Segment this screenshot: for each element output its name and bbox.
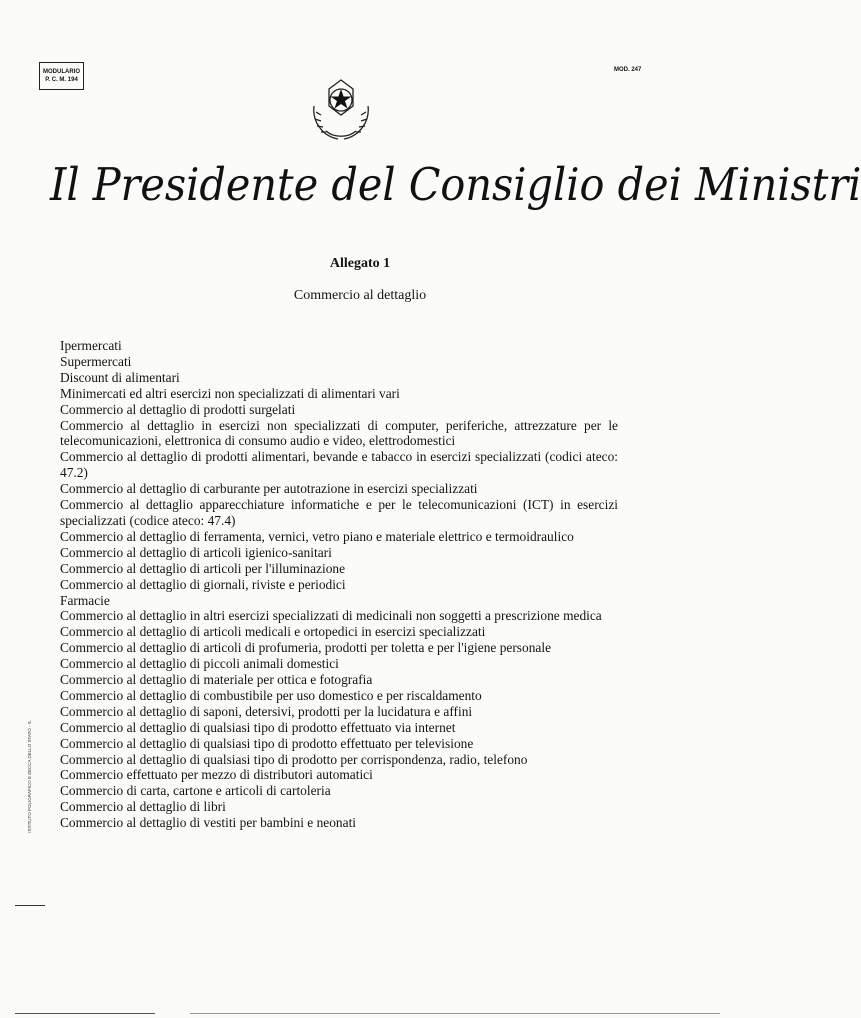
- model-number: MOD. 247: [614, 67, 642, 73]
- list-item: Commercio al dettaglio di piccoli animali domestici: [60, 656, 339, 672]
- italian-republic-emblem-icon: [306, 76, 376, 144]
- list-item: Discount di alimentari: [60, 369, 180, 385]
- list-item: Commercio al dettaglio di qualsiasi tipo di prodotto effettuato via internet: [60, 719, 456, 735]
- form-code-line1: MODULARIO: [43, 69, 80, 75]
- list-item: Commercio al dettaglio di prodotti surgelati: [60, 401, 296, 417]
- list-item: Commercio al dettaglio apparecchiature informatiche e per le telecomunicazioni (ICT) in esercizi specializzati (codice ateco: 47.4): [60, 497, 618, 528]
- list-item: Commercio al dettaglio di qualsiasi tipo di prodotto effettuato per televisione: [60, 735, 474, 751]
- margin-rule: [15, 905, 45, 906]
- list-item: Commercio al dettaglio di libri: [60, 799, 226, 815]
- list-item: Commercio al dettaglio di carburante per autotrazione in esercizi specializzati: [60, 481, 478, 497]
- list-item: Commercio al dettaglio di articoli di profumeria, prodotti per toletta e per l'igiene personale: [60, 640, 552, 656]
- list-item: Minimercati ed altri esercizi non specializzati di alimentari vari: [60, 385, 400, 401]
- document-subtitle: Commercio al dettaglio: [293, 288, 427, 303]
- activity-list: [60, 338, 618, 831]
- list-item: Commercio al dettaglio di combustibile per uso domestico e per riscaldamento: [60, 687, 482, 703]
- bottom-rule: [15, 1013, 155, 1014]
- list-item: Ipermercati: [60, 338, 122, 353]
- list-item: Supermercati: [60, 353, 132, 369]
- list-item: Commercio al dettaglio di qualsiasi tipo di prodotto per corrispondenza, radio, telefono: [60, 751, 528, 767]
- form-code-box: [39, 62, 84, 90]
- bottom-rule: [190, 1013, 720, 1014]
- list-item: Commercio al dettaglio in esercizi non specializzati di computer, periferiche, attrezzature per le telecomunicazioni, elettronica di consumo audio e video, elettrodomestici: [60, 417, 618, 449]
- list-item: Commercio al dettaglio di prodotti alimentari, bevande e tabacco in esercizi specializzati (codici ateco: 47.2): [60, 449, 618, 481]
- letterhead-title: Il Presidente del Consiglio dei Ministri: [50, 158, 861, 211]
- list-item: Farmacie: [60, 592, 110, 608]
- list-item: Commercio al dettaglio di saponi, detersivi, prodotti per la lucidatura e affini: [60, 703, 473, 719]
- list-item: Commercio al dettaglio di articoli per l'illuminazione: [60, 560, 346, 576]
- list-item: Commercio al dettaglio di articoli medicali e ortopedici in esercizi specializzati: [60, 624, 486, 640]
- printer-margin-note: ISTITUTO POLIGRAFICO E ZECCA DELLO STATO - S.: [27, 720, 32, 833]
- list-item: Commercio al dettaglio in altri esercizi specializzati di medicinali non soggetti a prescrizione medica: [60, 608, 602, 624]
- form-code-line2: P. C. M. 194: [45, 77, 78, 83]
- list-item: Commercio al dettaglio di articoli igienico-sanitari: [60, 544, 332, 560]
- list-item: Commercio al dettaglio di ferramenta, vernici, vetro piano e materiale elettrico e termoidraulico: [60, 528, 574, 544]
- list-item: Commercio di carta, cartone e articoli di cartoleria: [60, 783, 331, 799]
- document-title: Allegato 1: [329, 256, 391, 271]
- list-item: Commercio effettuato per mezzo di distributori automatici: [60, 767, 373, 783]
- list-item: Commercio al dettaglio di materiale per ottica e fotografia: [60, 672, 373, 688]
- list-item: Commercio al dettaglio di giornali, riviste e periodici: [60, 576, 346, 592]
- list-item: Commercio al dettaglio di vestiti per bambini e neonati: [60, 815, 357, 831]
